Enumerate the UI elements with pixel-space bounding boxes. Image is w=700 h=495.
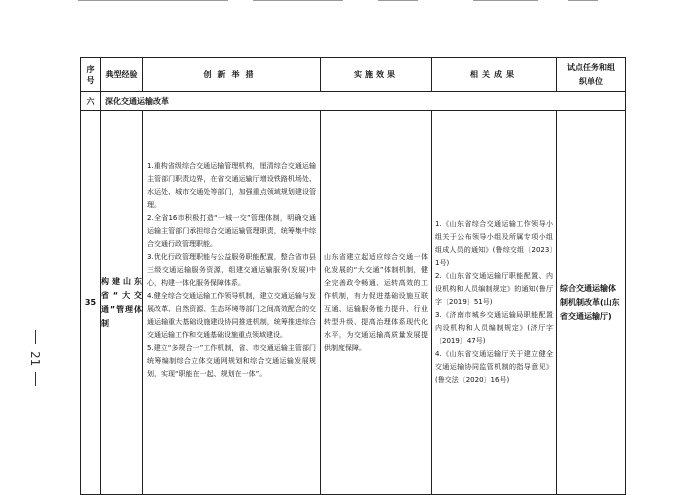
table-header-row [81,58,626,92]
result-item: 1.《山东省综合交通运输工作领导小组关于公布领导小组及所属专项小组组成人员的通知》(鲁综交组〔2023〕1号) [435,220,553,267]
measure-item: 5.建立“多规合一”工作机制，省、市交通运输主管部门统筹编制综合立体交通网规划和综合交通运输发展规划，实现“职能在一起、规划在一体”。 [147,344,316,378]
header-no: 序号 [81,58,101,92]
header-measures: 创新举措 [143,58,321,92]
header-results: 相关成果 [432,58,557,92]
measure-item: 2.全省16市积极打造“一城一交”管理体制，明确交通运输主管部门承担综合交通运输管理职责，统筹集中综合交通行政管理职能。 [147,214,316,248]
section-title: 深化交通运输改革 [101,92,626,111]
page-number-dash-top [35,330,36,344]
page-number [28,330,42,386]
row-number: 35 [81,111,101,495]
result-item: 4.《山东省交通运输厅关于建立健全交通运输协同监管机制的指导意见》(鲁交法〔2020〕16号) [435,350,553,384]
table-row [81,111,626,495]
top-edge-marks [78,0,598,2]
header-experience: 典型经验 [101,58,143,92]
measure-item: 3.优化行政管理职能与公益服务职能配置，整合省市县三级交通运输服务资源，组建交通运输服务(发展)中心，构建一体化服务保障体系。 [147,253,316,287]
result-item: 2.《山东省交通运输厅职能配置、内设机构和人员编制规定》的通知(鲁厅字〔2019〕51号) [435,272,553,306]
section-row [81,92,626,111]
results-cell [432,111,557,495]
page-number-dash-bottom [35,372,36,386]
header-effects: 实施效果 [321,58,432,92]
effects-cell: 山东省建立起适应综合交通一体化发展的“大交通”体制机制，健全完善政令畅通、运转高效的工作机制，有力促进基础设施互联互通、运输服务能力提升、行业转型升级、提高治理体系现代化水平，为交通运输高质量发展提供制度保障。 [321,111,432,495]
typical-experience-cell: 构建山东省“大交通”管理体制 [101,111,143,495]
experience-table [80,57,626,495]
page-number-text: 21 [28,351,42,367]
pilot-unit-cell: 综合交通运输体制机制改革(山东省交通运输厅) [557,111,626,495]
measure-item: 1.重构省级综合交通运输管理机构，厘清综合交通运输主管部门职责边界，在省交通运输厅增设铁路机场处、水运处、城市交通处等部门，加强重点领域规划建设管理。 [147,162,316,209]
measure-item: 4.健全综合交通运输工作领导机制，建立交通运输与发展改革、自然资源、生态环境等部门之间高效配合的交通运输重大基础设施建设协同推进机制，统筹推进综合交通运输工作和交通基础设施重点领域建设。 [147,292,316,339]
measures-cell [143,111,321,495]
header-unit: 试点任务和组织单位 [557,58,626,92]
section-number: 六 [81,92,101,111]
result-item: 3.《济南市城乡交通运输局职能配置内设机构和人员编制规定》(济厅字〔2019〕47号) [435,311,553,345]
